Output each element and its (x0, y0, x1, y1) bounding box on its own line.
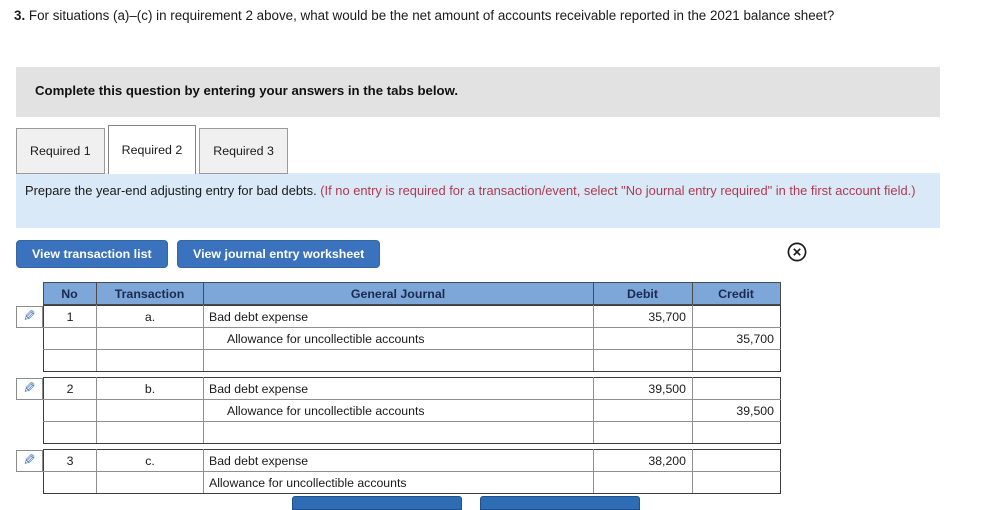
credit-cell (693, 472, 781, 494)
debit-cell (594, 350, 693, 372)
task-instruction-red: (If no entry is required for a transaction/event, select "No journal entry required" in the first account field.) (320, 183, 916, 198)
transaction-cell: b. (97, 378, 204, 400)
header-no: No (43, 283, 96, 305)
credit-cell (693, 306, 781, 328)
journal-entry-table (16, 282, 781, 499)
journal-row (16, 328, 781, 350)
edit-entry-button[interactable] (16, 378, 43, 400)
tab-required-1[interactable]: Required 1 (16, 128, 105, 174)
pencil-icon: ✎ (23, 452, 36, 469)
no-cell (44, 472, 97, 494)
credit-cell (693, 422, 781, 444)
tab-required-2[interactable]: Required 2 (108, 125, 197, 174)
no-cell: 2 (44, 378, 97, 400)
close-icon[interactable] (786, 241, 808, 263)
question-number: 3. (14, 8, 26, 23)
journal-groups (16, 305, 781, 494)
account-cell (204, 422, 594, 444)
account-cell: Allowance for uncollectible accounts (204, 328, 594, 350)
journal-entry-group-1 (16, 305, 781, 372)
debit-cell: 38,200 (594, 450, 693, 472)
toolbar (16, 240, 385, 268)
header-transaction: Transaction (96, 283, 203, 305)
no-cell (44, 350, 97, 372)
edit-gutter (16, 422, 44, 444)
required-tabs (16, 125, 291, 174)
transaction-cell (97, 350, 204, 372)
debit-cell (594, 472, 693, 494)
journal-row (16, 422, 781, 444)
credit-cell (693, 378, 781, 400)
transaction-cell (97, 472, 204, 494)
task-instruction-box (16, 173, 940, 228)
journal-row (16, 306, 781, 328)
header-debit: Debit (593, 283, 692, 305)
credit-cell (693, 350, 781, 372)
no-cell (44, 422, 97, 444)
no-cell (44, 400, 97, 422)
transaction-cell (97, 400, 204, 422)
journal-row (16, 472, 781, 494)
view-journal-entry-worksheet-button[interactable]: View journal entry worksheet (177, 240, 380, 268)
no-cell: 3 (44, 450, 97, 472)
edit-gutter (16, 378, 44, 400)
edit-gutter (16, 450, 44, 472)
edit-entry-button[interactable] (16, 306, 43, 328)
account-cell: Allowance for uncollectible accounts (204, 400, 594, 422)
edit-gutter (16, 306, 44, 328)
header-general-journal: General Journal (203, 283, 593, 305)
transaction-cell (97, 422, 204, 444)
question-body: For situations (a)–(c) in requirement 2 above, what would be the net amount of accounts receivable reported in the 2021 balance sheet? (25, 8, 835, 23)
journal-entry-group-2 (16, 377, 781, 444)
header-gutter-spacer (16, 283, 43, 305)
no-cell: 1 (44, 306, 97, 328)
account-cell: Bad debt expense (204, 378, 594, 400)
account-cell: Allowance for uncollectible accounts (204, 472, 594, 494)
edit-gutter (16, 350, 44, 372)
journal-row (16, 400, 781, 422)
transaction-cell: c. (97, 450, 204, 472)
instruction-banner (16, 67, 940, 117)
journal-row (16, 378, 781, 400)
view-transaction-list-button[interactable]: View transaction list (16, 240, 168, 268)
journal-row (16, 450, 781, 472)
debit-cell: 39,500 (594, 378, 693, 400)
edit-entry-button[interactable] (16, 450, 43, 472)
journal-header-row (16, 282, 781, 305)
credit-cell (693, 450, 781, 472)
account-cell: Bad debt expense (204, 306, 594, 328)
no-cell (44, 328, 97, 350)
credit-cell: 35,700 (693, 328, 781, 350)
pencil-icon: ✎ (23, 380, 36, 397)
transaction-cell: a. (97, 306, 204, 328)
tab-required-3[interactable]: Required 3 (199, 128, 288, 174)
pencil-icon: ✎ (23, 308, 36, 325)
edit-gutter (16, 328, 44, 350)
journal-entry-group-3 (16, 449, 781, 494)
account-cell (204, 350, 594, 372)
debit-cell: 35,700 (594, 306, 693, 328)
account-cell: Bad debt expense (204, 450, 594, 472)
debit-cell (594, 400, 693, 422)
edit-gutter (16, 400, 44, 422)
debit-cell (594, 422, 693, 444)
circled-x-icon (786, 241, 808, 263)
transaction-cell (97, 328, 204, 350)
task-instruction-black: Prepare the year-end adjusting entry for bad debts. (25, 183, 321, 198)
credit-cell: 39,500 (693, 400, 781, 422)
question-text (14, 6, 938, 25)
header-credit: Credit (692, 283, 780, 305)
edit-gutter (16, 472, 44, 494)
bottom-cutoff-button-2[interactable] (480, 496, 640, 510)
bottom-cutoff-button-1[interactable] (292, 496, 462, 510)
instruction-banner-text: Complete this question by entering your answers in the tabs below. (35, 83, 459, 98)
journal-row (16, 350, 781, 372)
debit-cell (594, 328, 693, 350)
